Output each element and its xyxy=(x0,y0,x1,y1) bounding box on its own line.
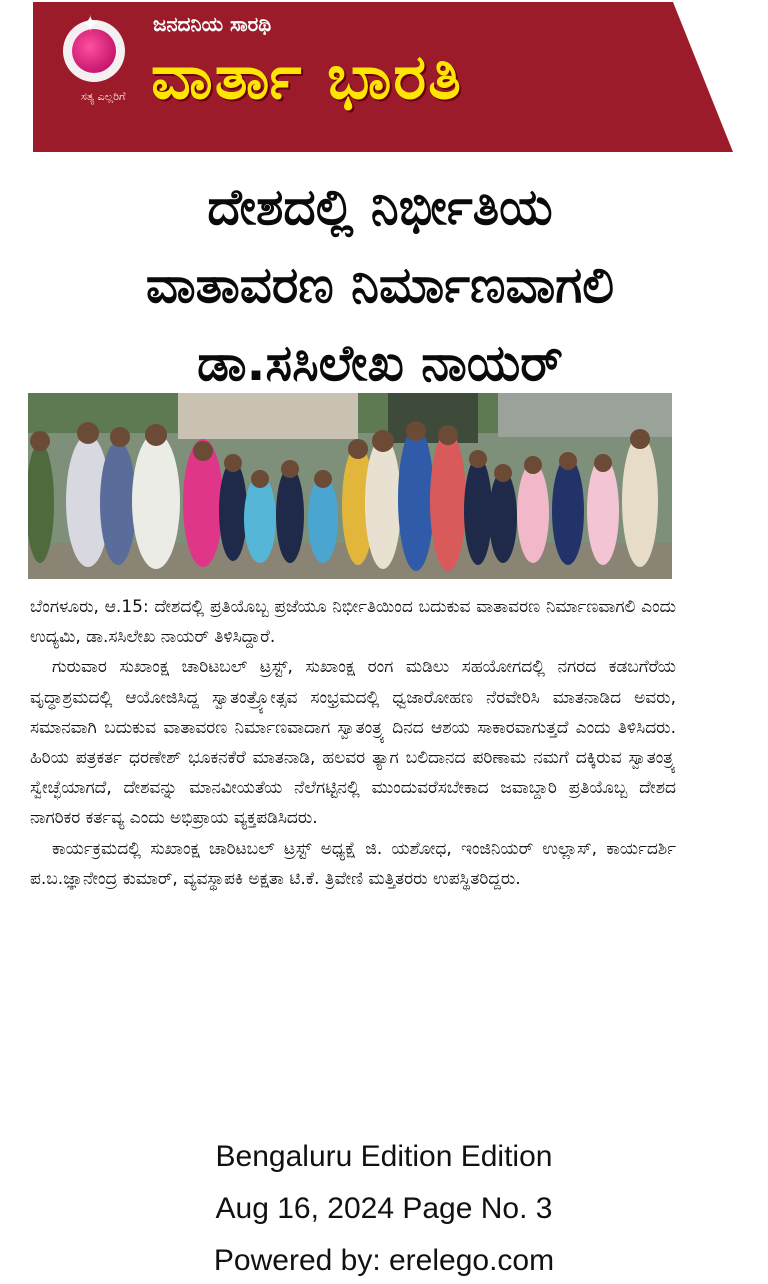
bird-icon: ✦ xyxy=(81,12,100,37)
headline xyxy=(30,168,730,402)
date-page-label: Aug 16, 2024 Page No. 3 xyxy=(215,1192,553,1225)
newspaper-title: ವಾರ್ತಾ ಭಾರತಿ xyxy=(151,40,464,113)
headline-line: ವಾತಾವರಣ ನಿರ್ಮಾಣವಾಗಲಿ xyxy=(145,256,615,314)
edition-label: Bengaluru Edition Edition xyxy=(215,1140,553,1173)
logo-tagline: ಸತ್ಯ ಎಲ್ಲರಿಗೆ xyxy=(81,90,126,103)
group-photo-image xyxy=(28,393,672,579)
headline-line: ದೇಶದಲ್ಲಿ ನಿರ್ಭೀತಿಯ xyxy=(207,178,553,236)
globe-logo-icon xyxy=(63,12,125,82)
masthead xyxy=(33,2,733,152)
article-paragraph: ಬೆಂಗಳೂರು, ಆ.15: ದೇಶದಲ್ಲಿ ಪ್ರತಿಯೊಬ್ಬ ಪ್ರಜೆಯೂ ನಿರ್ಭೀತಿಯಿಂದ ಬದುಕುವ ವಾತಾವರಣ ನಿರ್ಮಾಣವಾಗಲಿ ಎಂದು ಉದ್ಯಮಿ, ಡಾ.ಸಸಿಲೇಖ ನಾಯರ್ ತಿಳಿಸಿದ್ದಾರೆ. xyxy=(30,597,676,648)
masthead-tagline: ಜನದನಿಯ ಸಾರಥಿ xyxy=(153,12,272,36)
headline-line: ಡಾ.ಸಸಿಲೇಖ ನಾಯರ್ xyxy=(197,334,563,392)
group-photo xyxy=(28,393,672,579)
article-paragraph: ಕಾರ್ಯಕ್ರಮದಲ್ಲಿ ಸುಖಾಂಕ್ಷ ಚಾರಿಟಬಲ್ ಟ್ರಸ್ಟ್ ಅಧ್ಯಕ್ಷೆ ಜಿ. ಯಶೋಧ, ಇಂಜಿನಿಯರ್ ಉಲ್ಲಾಸ್, ಕಾರ್ಯದರ್ಶಿ ಪ.ಬ.ಜ್ಞಾನೇಂದ್ರ ಕುಮಾರ್, ವ್ಯವಸ್ಥಾಪಕಿ ಅಕ್ಷತಾ ಟಿ.ಕೆ. ತ್ರಿವೇಣಿ ಮತ್ತಿತರರು ಉಪಸ್ಥಿತರಿದ್ದರು. xyxy=(30,838,676,889)
article-body xyxy=(30,592,676,894)
powered-by-label: Powered by: erelego.com xyxy=(213,1244,555,1277)
article-paragraph: ಗುರುವಾರ ಸುಖಾಂಕ್ಷ ಚಾರಿಟಬಲ್ ಟ್ರಸ್ಟ್, ಸುಖಾಂಕ್ಷ ರಂಗ ಮಡಿಲು ಸಹಯೋಗದಲ್ಲಿ ನಗರದ ಕಡಬಗೆರೆಯ ವೃದ್ಧಾಶ್ರಮದಲ್ಲಿ ಆಯೋಜಿಸಿದ್ದ ಸ್ವಾತಂತ್ರ್ಯೋತ್ಸವ ಸಂಭ್ರಮದಲ್ಲಿ ಧ್ವಜಾರೋಹಣ ನೆರವೇರಿಸಿ ಮಾತನಾಡಿದ ಅವರು, ಸಮಾನವಾಗಿ ಬದುಕುವ ವಾತಾವರಣ ನಿರ್ಮಾಣವಾದಾಗ ಸ್ವಾತಂತ್ರ್ಯ ದಿನದ ಆಶಯ ಸಾಕಾರವಾಗುತ್ತದೆ ಎಂದು ತಿಳಿಸಿದರು. ಹಿರಿಯ ಪತ್ರಕರ್ತ ಧರಣೇಶ್ ಭೂಕನಕೆರೆ ಮಾತನಾಡಿ, ಹಲವರ ತ್ಯಾಗ ಬಲಿದಾನದ ಪರಿಣಾಮ ನಮಗೆ ದಕ್ಕಿರುವ ಸ್ವಾತಂತ್ರ್ಯ ಸ್ವೇಚ್ಛೆಯಾಗದೆ, ದೇಶವನ್ನು ಮಾನವೀಯತೆಯ ನೆಲೆಗಟ್ಟಿನಲ್ಲಿ ಮುಂದುವರೆಸಬೇಕಾದ ಜವಾಬ್ದಾರಿ ಪ್ರತಿಯೊಬ್ಬ ದೇಶದ ನಾಗರಿಕರ ಕರ್ತವ್ಯ ಎಂದು ಅಭಿಪ್ರಾಯ ವ್ಯಕ್ತಪಡಿಸಿದರು. xyxy=(30,657,676,829)
